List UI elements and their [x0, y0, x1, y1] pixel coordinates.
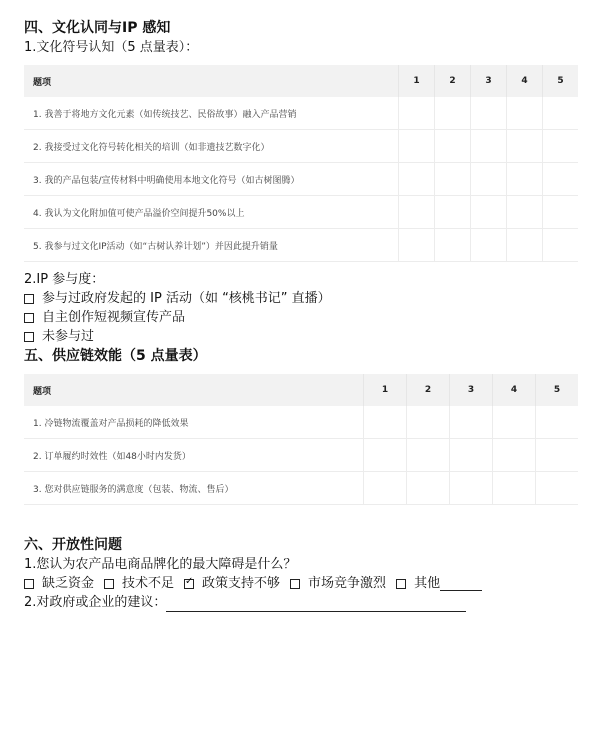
rating-cell-2[interactable]	[435, 229, 471, 262]
rating-cell-1[interactable]	[399, 130, 435, 163]
rating-cell-5[interactable]	[543, 163, 579, 196]
option-label: 市场竞争激烈	[308, 576, 387, 591]
table-header-row	[24, 374, 578, 406]
rating-cell-5[interactable]	[543, 130, 579, 163]
rating-cell-2[interactable]	[435, 163, 471, 196]
rating-cell-4[interactable]	[507, 163, 543, 196]
rating-cell-4[interactable]	[507, 196, 543, 229]
rating-cell-3[interactable]	[471, 229, 507, 262]
rating-cell-3[interactable]	[450, 439, 493, 472]
scale-5-header: 5	[543, 65, 579, 97]
rating-cell-2[interactable]	[407, 472, 450, 505]
rating-cell-5[interactable]	[543, 97, 579, 130]
rating-cell-4[interactable]	[507, 97, 543, 130]
survey-page	[24, 18, 579, 612]
q6-2-row	[24, 593, 579, 612]
section-6-title: 六、开放性问题	[24, 537, 122, 553]
rating-cell-1[interactable]	[399, 163, 435, 196]
option-label: 其他	[414, 576, 441, 591]
rating-cell-2[interactable]	[435, 196, 471, 229]
rating-cell-5[interactable]	[543, 229, 579, 262]
scale-5-header: 5	[536, 374, 579, 406]
barrier-option-policy[interactable]	[184, 574, 280, 593]
rating-cell-1[interactable]	[364, 406, 407, 439]
suggestion-blank-field[interactable]	[166, 598, 466, 612]
rating-cell-4[interactable]	[507, 229, 543, 262]
checkbox-icon[interactable]	[24, 313, 34, 323]
checkbox-icon[interactable]	[290, 579, 300, 589]
rating-cell-4[interactable]	[493, 439, 536, 472]
option-label: 自主创作短视频宣传产品	[42, 310, 186, 325]
cultural-symbol-scale-table	[24, 65, 578, 262]
rating-cell-4[interactable]	[493, 472, 536, 505]
row-label: 3. 我的产品包装/宣传材料中明确使用本地文化符号（如古树图腾）	[24, 163, 399, 196]
item-column-header: 题项	[24, 65, 399, 97]
row-label: 1. 我善于将地方文化元素（如传统技艺、民俗故事）融入产品营销	[24, 97, 399, 130]
rating-cell-3[interactable]	[471, 196, 507, 229]
barrier-option-other[interactable]	[396, 574, 482, 593]
rating-cell-5[interactable]	[536, 439, 579, 472]
rating-cell-5[interactable]	[536, 406, 579, 439]
option-label: 未参与过	[42, 329, 95, 344]
option-label: 技术不足	[122, 576, 175, 591]
table-row	[24, 406, 578, 439]
rating-cell-4[interactable]	[507, 130, 543, 163]
table-row	[24, 196, 578, 229]
table-row	[24, 229, 578, 262]
rating-cell-3[interactable]	[471, 97, 507, 130]
section-4-title: 四、文化认同与IP 感知	[24, 20, 171, 36]
rating-cell-3[interactable]	[471, 130, 507, 163]
ip-option-self-video[interactable]	[24, 308, 579, 327]
rating-cell-1[interactable]	[399, 196, 435, 229]
rating-cell-2[interactable]	[407, 406, 450, 439]
checkbox-icon[interactable]	[24, 294, 34, 304]
row-label: 2. 我接受过文化符号转化相关的培训（如非遗技艺数字化）	[24, 130, 399, 163]
section-5-title: 五、供应链效能（5 点量表）	[24, 348, 207, 364]
table-row	[24, 130, 578, 163]
table-row	[24, 97, 578, 130]
rating-cell-5[interactable]	[536, 472, 579, 505]
option-label: 政策支持不够	[202, 576, 281, 591]
scale-1-header: 1	[399, 65, 435, 97]
scale-1-header: 1	[364, 374, 407, 406]
rating-cell-1[interactable]	[364, 472, 407, 505]
checked-checkbox-icon[interactable]	[184, 579, 194, 589]
rating-cell-3[interactable]	[450, 406, 493, 439]
q6-2-prompt: 2.对政府或企业的建议：	[24, 595, 167, 610]
rating-cell-2[interactable]	[435, 130, 471, 163]
checkbox-icon[interactable]	[396, 579, 406, 589]
rating-cell-1[interactable]	[399, 229, 435, 262]
rating-cell-2[interactable]	[435, 97, 471, 130]
supply-chain-scale-table	[24, 374, 578, 505]
ip-option-none[interactable]	[24, 327, 579, 346]
rating-cell-3[interactable]	[471, 163, 507, 196]
other-blank-field[interactable]	[440, 577, 482, 591]
scale-2-header: 2	[407, 374, 450, 406]
checkbox-icon[interactable]	[24, 579, 34, 589]
row-label: 3. 您对供应链服务的满意度（包装、物流、售后）	[24, 472, 364, 505]
table-row	[24, 163, 578, 196]
row-label: 4. 我认为文化附加值可使产品溢价空间提升50%以上	[24, 196, 399, 229]
row-label: 2. 订单履约时效性（如48小时内发货）	[24, 439, 364, 472]
option-label: 参与过政府发起的 IP 活动（如 “核桃书记” 直播）	[42, 291, 331, 306]
scale-2-header: 2	[435, 65, 471, 97]
barrier-option-technology[interactable]	[104, 574, 174, 593]
q4-2-prompt: 2.IP 参与度：	[24, 272, 105, 287]
barrier-option-funding[interactable]	[24, 574, 94, 593]
rating-cell-2[interactable]	[407, 439, 450, 472]
rating-cell-4[interactable]	[493, 406, 536, 439]
checkbox-icon[interactable]	[24, 332, 34, 342]
rating-cell-1[interactable]	[399, 97, 435, 130]
scale-3-header: 3	[450, 374, 493, 406]
row-label: 5. 我参与过文化IP活动（如“古树认养计划”）并因此提升销量	[24, 229, 399, 262]
barrier-option-competition[interactable]	[290, 574, 386, 593]
scale-4-header: 4	[493, 374, 536, 406]
table-row	[24, 439, 578, 472]
scale-3-header: 3	[471, 65, 507, 97]
rating-cell-5[interactable]	[543, 196, 579, 229]
option-label: 缺乏资金	[42, 576, 95, 591]
scale-4-header: 4	[507, 65, 543, 97]
q6-1-prompt: 1.您认为农产品电商品牌化的最大障碍是什么？	[24, 557, 297, 572]
row-label: 1. 冷链物流覆盖对产品损耗的降低效果	[24, 406, 364, 439]
ip-option-government[interactable]	[24, 289, 579, 308]
rating-cell-1[interactable]	[364, 439, 407, 472]
rating-cell-3[interactable]	[450, 472, 493, 505]
table-header-row	[24, 65, 578, 97]
barrier-options	[24, 574, 579, 593]
table-row	[24, 472, 578, 505]
item-column-header: 题项	[24, 374, 364, 406]
checkbox-icon[interactable]	[104, 579, 114, 589]
q4-1-prompt: 1.文化符号认知（5 点量表）：	[24, 40, 199, 55]
